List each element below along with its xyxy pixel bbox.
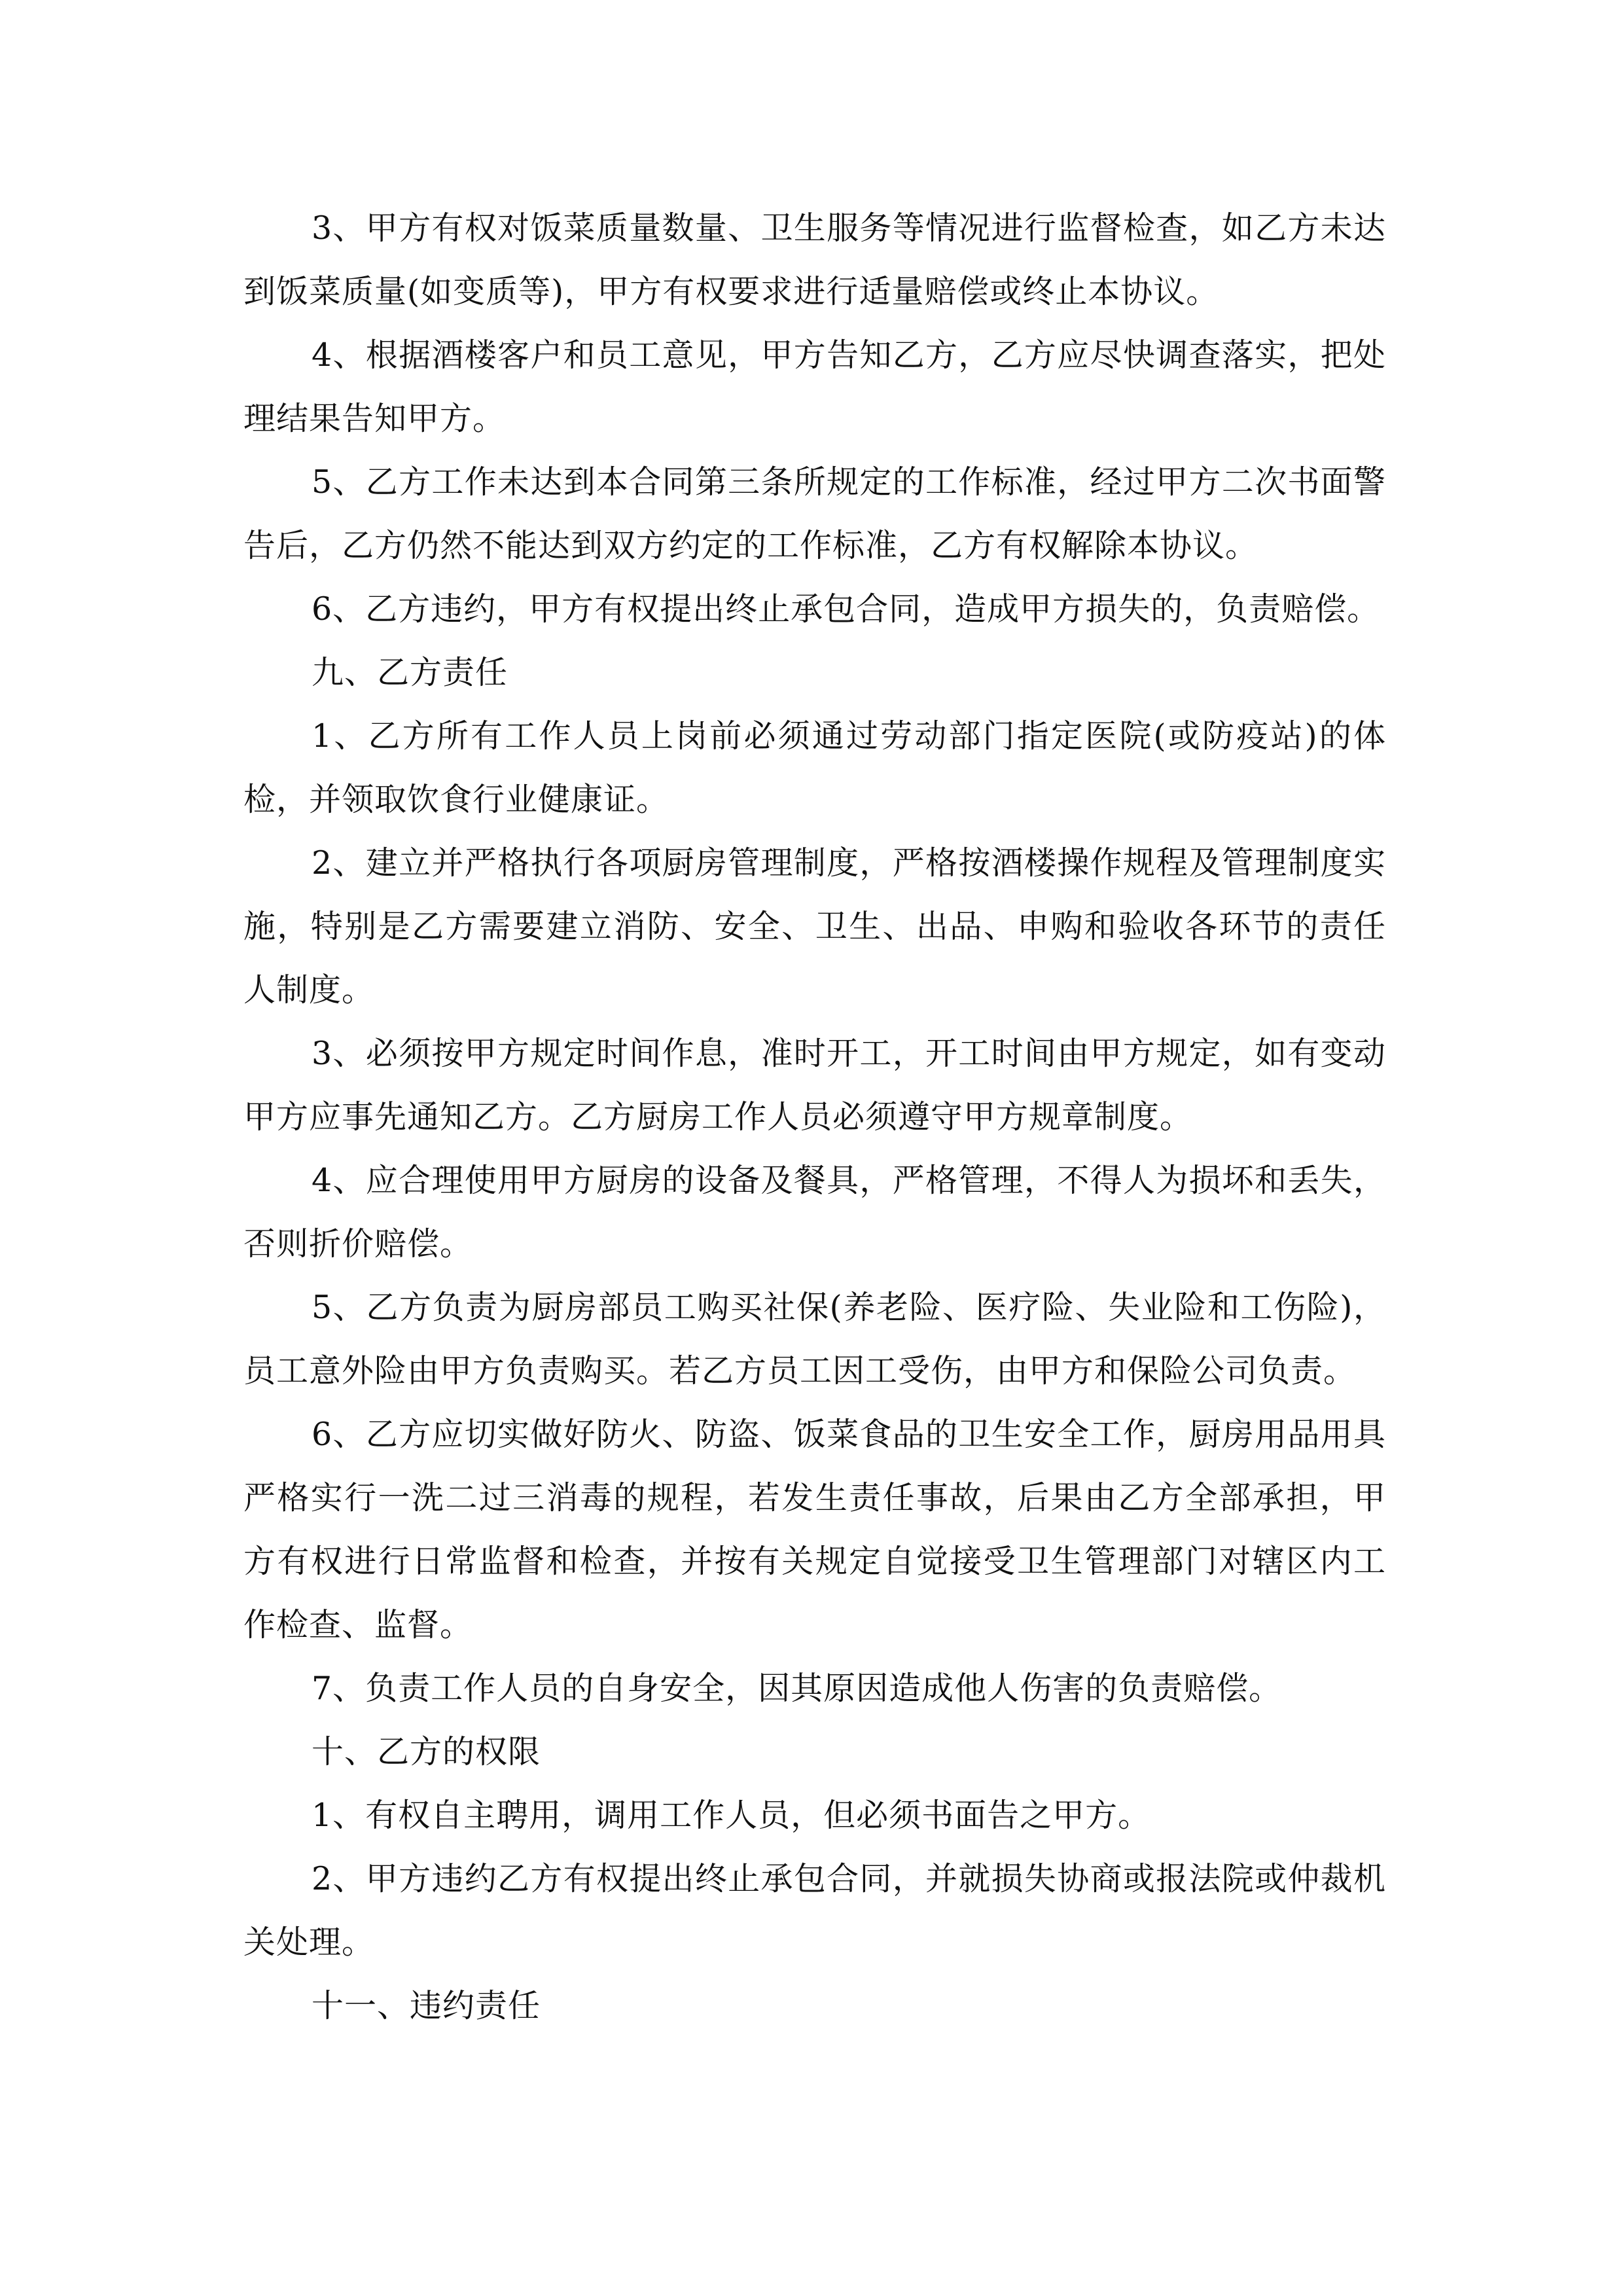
clause-paragraph: 3、必须按甲方规定时间作息，准时开工，开工时间由甲方规定，如有变动甲方应事先通知乙方。乙方厨房工作人员必须遵守甲方规章制度。 bbox=[243, 1035, 1386, 1136]
clause-paragraph: 7、负责工作人员的自身安全，因其原因造成他人伤害的负责赔偿。 bbox=[312, 1670, 1282, 1707]
document-body bbox=[243, 196, 1386, 2037]
section-heading: 九、乙方责任 bbox=[312, 654, 508, 691]
section-heading: 十、乙方的权限 bbox=[312, 1733, 541, 1770]
clause-paragraph: 2、建立并严格执行各项厨房管理制度，严格按酒楼操作规程及管理制度实施，特别是乙方需要建立消防、安全、卫生、出品、申购和验收各环节的责任人制度。 bbox=[243, 844, 1386, 1009]
clause-paragraph: 5、乙方工作未达到本合同第三条所规定的工作标准，经过甲方二次书面警告后，乙方仍然不能达到双方约定的工作标准，乙方有权解除本协议。 bbox=[243, 463, 1386, 564]
clause-paragraph: 5、乙方负责为厨房部员工购买社保(养老险、医疗险、失业险和工伤险)，员工意外险由甲方负责购买。若乙方员工因工受伤，由甲方和保险公司负责。 bbox=[243, 1289, 1386, 1390]
clause-paragraph: 1、乙方所有工作人员上岗前必须通过劳动部门指定医院(或防疫站)的体检，并领取饮食行业健康证。 bbox=[243, 717, 1386, 818]
clause-paragraph: 6、乙方应切实做好防火、防盗、饭菜食品的卫生安全工作，厨房用品用具严格实行一洗二过三消毒的规程，若发生责任事故，后果由乙方全部承担，甲方有权进行日常监督和检查，并按有关规定自觉接受卫生管理部门对辖区内工作检查、监督。 bbox=[243, 1416, 1386, 1643]
clause-paragraph: 3、甲方有权对饭菜质量数量、卫生服务等情况进行监督检查，如乙方未达到饭菜质量(如变质等)，甲方有权要求进行适量赔偿或终止本协议。 bbox=[243, 209, 1386, 310]
clause-paragraph: 4、根据酒楼客户和员工意见，甲方告知乙方，乙方应尽快调查落实，把处理结果告知甲方。 bbox=[243, 336, 1386, 437]
section-heading: 十一、违约责任 bbox=[312, 1987, 541, 2024]
clause-paragraph: 2、甲方违约乙方有权提出终止承包合同，并就损失协商或报法院或仲裁机关处理。 bbox=[243, 1860, 1386, 1961]
clause-paragraph: 6、乙方违约，甲方有权提出终止承包合同，造成甲方损失的，负责赔偿。 bbox=[312, 590, 1380, 628]
clause-paragraph: 1、有权自主聘用，调用工作人员，但必须书面告之甲方。 bbox=[312, 1797, 1151, 1834]
clause-paragraph: 4、应合理使用甲方厨房的设备及餐具，严格管理，不得人为损坏和丢失，否则折价赔偿。 bbox=[243, 1162, 1386, 1263]
